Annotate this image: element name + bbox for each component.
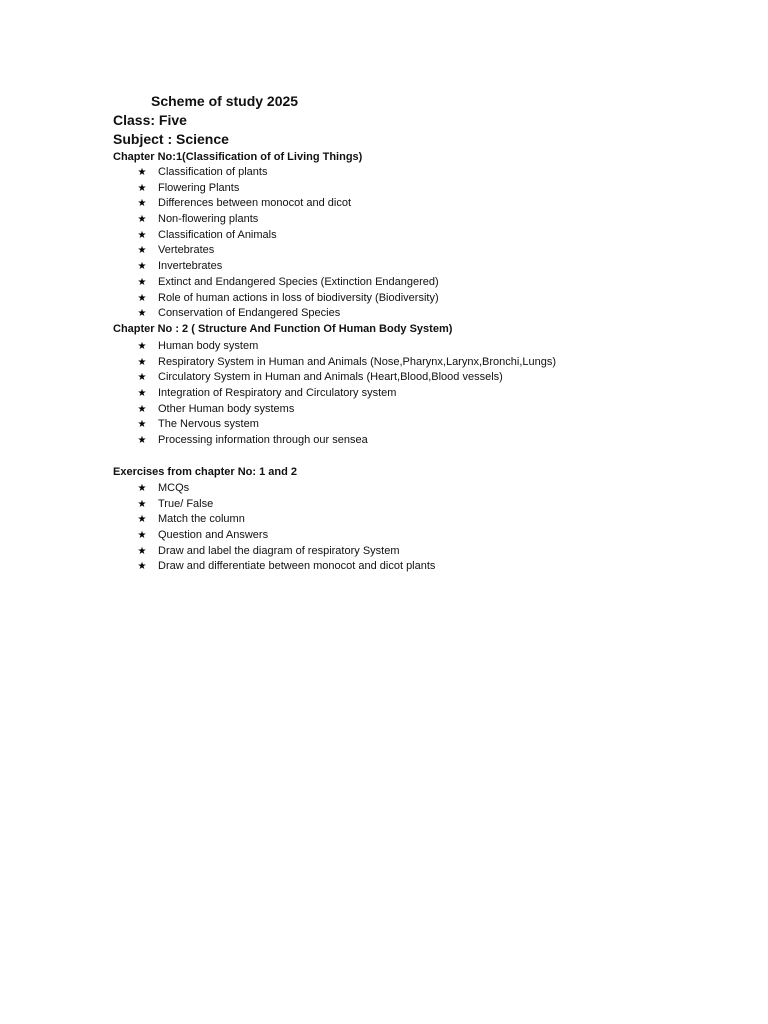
list-item: [135, 355, 556, 371]
star-icon: ★: [137, 435, 147, 447]
list-item: [135, 212, 439, 228]
list-item: [135, 528, 435, 544]
list-item-text: Processing information through our sensea: [158, 434, 368, 447]
list-item: [135, 306, 439, 322]
chapter-2-topic-list: [135, 339, 556, 449]
list-item: [135, 402, 556, 418]
star-icon: ★: [137, 214, 147, 226]
list-item: [135, 181, 439, 197]
star-icon: ★: [137, 245, 147, 257]
star-icon: ★: [137, 261, 147, 273]
list-item: [135, 259, 439, 275]
list-item-text: Role of human actions in loss of biodiversity (Biodiversity): [158, 291, 439, 304]
star-icon: ★: [137, 403, 147, 415]
subject-line: Subject : Science: [113, 131, 229, 147]
list-item-text: Classification of Animals: [158, 228, 277, 241]
list-item-text: Draw and label the diagram of respiratory System: [158, 544, 400, 557]
list-item: [135, 544, 435, 560]
list-item-text: Integration of Respiratory and Circulatory system: [158, 387, 397, 400]
star-icon: ★: [137, 388, 147, 400]
list-item: [135, 291, 439, 307]
list-item-text: Extinct and Endangered Species (Extinction Endangered): [158, 275, 439, 288]
list-item: [135, 370, 556, 386]
list-item-text: Other Human body systems: [158, 402, 295, 415]
star-icon: ★: [137, 419, 147, 431]
exercises-heading: Exercises from chapter No: 1 and 2: [113, 466, 298, 478]
star-icon: ★: [137, 229, 147, 241]
list-item: [135, 275, 439, 291]
star-icon: ★: [137, 292, 147, 304]
list-item-text: True/ False: [158, 497, 214, 510]
list-item-text: Human body system: [158, 340, 259, 352]
list-item: [135, 386, 556, 402]
star-icon: ★: [137, 372, 147, 384]
list-item: [135, 196, 439, 212]
list-item-text: Non-flowering plants: [158, 213, 259, 226]
list-item: [135, 243, 439, 259]
star-icon: ★: [137, 561, 147, 573]
document-title: Scheme of study 2025: [151, 93, 299, 109]
list-item: [135, 481, 435, 497]
list-item-text: The Nervous system: [158, 418, 259, 431]
list-item-text: Flowering Plants: [158, 181, 240, 194]
list-item: [135, 559, 435, 575]
list-item: [135, 228, 439, 244]
exercises-list: [135, 481, 435, 575]
list-item: [135, 512, 435, 528]
list-item-text: Classification of plants: [158, 166, 268, 178]
star-icon: ★: [137, 308, 147, 320]
list-item: [135, 433, 556, 449]
star-icon: ★: [137, 498, 147, 510]
list-item: [135, 497, 435, 513]
chapter-2-heading: Chapter No : 2 ( Structure And Function Of Human Body System): [113, 323, 453, 335]
star-icon: ★: [137, 198, 147, 210]
star-icon: ★: [137, 276, 147, 288]
list-item: [135, 339, 556, 355]
list-item: [135, 165, 439, 181]
list-item-text: Invertebrates: [158, 260, 223, 273]
star-icon: ★: [137, 356, 147, 368]
star-icon: ★: [137, 341, 147, 352]
list-item-text: MCQs: [158, 482, 190, 494]
list-item-text: Vertebrates: [158, 244, 215, 257]
star-icon: ★: [137, 182, 147, 194]
list-item-text: Differences between monocot and dicot: [158, 197, 352, 210]
chapter-1-topic-list: [135, 165, 439, 322]
list-item-text: Match the column: [158, 513, 245, 526]
class-line: Class: Five: [113, 112, 187, 128]
star-icon: ★: [137, 545, 147, 557]
star-icon: ★: [137, 483, 147, 494]
star-icon: ★: [137, 514, 147, 526]
star-icon: ★: [137, 167, 147, 178]
chapter-1-heading: Chapter No:1(Classification of of Living Things): [113, 151, 363, 163]
list-item-text: Respiratory System in Human and Animals (Nose,Pharynx,Larynx,Bronchi,Lungs): [158, 355, 557, 368]
list-item-text: Draw and differentiate between monocot and dicot plants: [158, 560, 436, 573]
list-item-text: Circulatory System in Human and Animals (Heart,Blood,Blood vessels): [158, 371, 503, 384]
star-icon: ★: [137, 530, 147, 542]
list-item: [135, 417, 556, 433]
list-item-text: Conservation of Endangered Species: [158, 307, 341, 320]
list-item-text: Question and Answers: [158, 529, 269, 542]
